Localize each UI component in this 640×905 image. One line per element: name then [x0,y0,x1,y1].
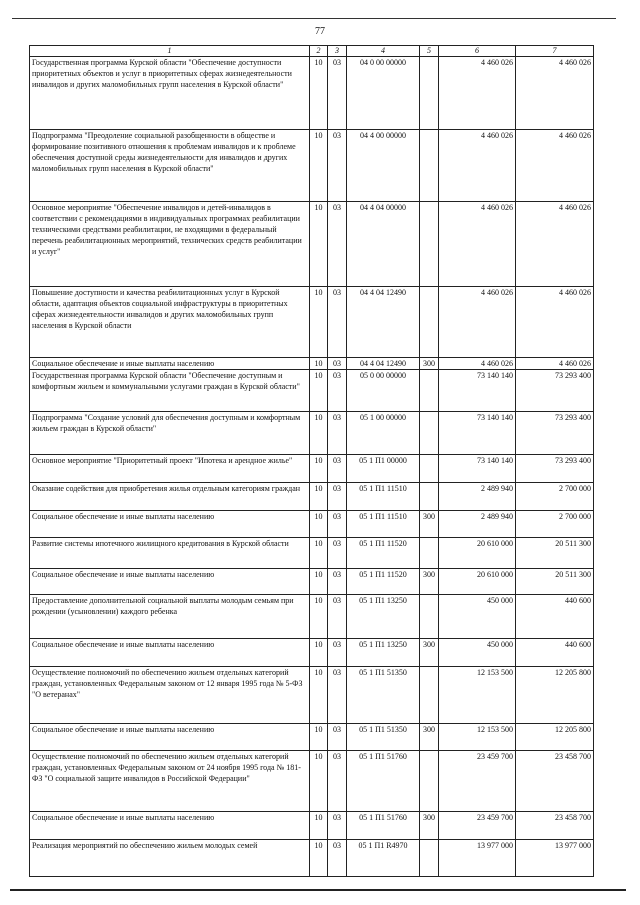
subsection-code: 03 [328,667,347,724]
amount-year-1: 73 140 140 [439,412,516,455]
row-name: Оказание содействия для приобретения жилья отдельным категориям граждан [30,483,310,511]
row-name: Социальное обеспечение и иные выплаты населению [30,358,310,370]
amount-year-1: 4 460 026 [439,358,516,370]
table-row [30,511,594,538]
subsection-code: 03 [328,358,347,370]
target-article-code: 05 1 П1 00000 [347,455,420,483]
subsection-code: 03 [328,130,347,202]
section-code: 10 [310,287,328,358]
amount-year-1: 23 459 700 [439,751,516,812]
amount-year-1: 13 977 000 [439,840,516,877]
table-row [30,639,594,667]
subsection-code: 03 [328,57,347,130]
amount-year-1: 12 153 500 [439,667,516,724]
target-article-code: 04 0 00 00000 [347,57,420,130]
row-name: Развитие системы ипотечного жилищного кредитования в Курской области [30,538,310,569]
table-row [30,57,594,130]
amount-year-2: 4 460 026 [516,287,594,358]
amount-year-1: 20 610 000 [439,538,516,569]
target-article-code: 05 1 П1 11510 [347,483,420,511]
subsection-code: 03 [328,639,347,667]
amount-year-1: 20 610 000 [439,569,516,595]
budget-table [29,45,594,877]
row-name: Социальное обеспечение и иные выплаты населению [30,639,310,667]
amount-year-2: 4 460 026 [516,130,594,202]
table-row [30,358,594,370]
expense-type-code [420,538,439,569]
expense-type-code [420,483,439,511]
section-code: 10 [310,57,328,130]
subsection-code: 03 [328,287,347,358]
subsection-code: 03 [328,569,347,595]
target-article-code: 05 1 00 00000 [347,412,420,455]
amount-year-1: 4 460 026 [439,57,516,130]
target-article-code: 05 1 П1 11510 [347,511,420,538]
table-row [30,538,594,569]
expense-type-code [420,840,439,877]
expense-type-code [420,412,439,455]
amount-year-2: 4 460 026 [516,57,594,130]
amount-year-2: 440 600 [516,639,594,667]
target-article-code: 05 0 00 00000 [347,370,420,412]
amount-year-2: 440 600 [516,595,594,639]
section-code: 10 [310,751,328,812]
row-name: Социальное обеспечение и иные выплаты населению [30,569,310,595]
amount-year-1: 450 000 [439,595,516,639]
subsection-code: 03 [328,483,347,511]
row-name: Осуществление полномочий по обеспечению жильем отдельных категорий граждан, установленных Федеральным законом от 12 января 1995 года № 5-ФЗ "О ветеранах" [30,667,310,724]
expense-type-code [420,370,439,412]
amount-year-2: 2 700 000 [516,511,594,538]
bottom-rule [10,889,626,891]
target-article-code: 04 4 04 00000 [347,202,420,287]
table-row [30,483,594,511]
amount-year-2: 13 977 000 [516,840,594,877]
table-row [30,130,594,202]
section-code: 10 [310,130,328,202]
section-code: 10 [310,202,328,287]
expense-type-code [420,751,439,812]
section-code: 10 [310,667,328,724]
expense-type-code: 300 [420,812,439,840]
amount-year-1: 4 460 026 [439,130,516,202]
target-article-code: 05 1 П1 11520 [347,538,420,569]
table-row [30,751,594,812]
table-row [30,569,594,595]
expense-type-code [420,667,439,724]
table-row [30,724,594,751]
row-name: Осуществление полномочий по обеспечению жильем отдельных категорий граждан, установленных Федеральным законом от 24 ноября 1995 года № 181-ФЗ "О социальной защите инвалидов в Российской Федерации" [30,751,310,812]
expense-type-code: 300 [420,358,439,370]
expense-type-code [420,287,439,358]
column-header: 1 [30,46,310,57]
target-article-code: 05 1 П1 13250 [347,595,420,639]
section-code: 10 [310,840,328,877]
amount-year-2: 20 511 300 [516,538,594,569]
table-row [30,287,594,358]
column-number-row [30,46,594,57]
target-article-code: 05 1 П1 R4970 [347,840,420,877]
amount-year-2: 20 511 300 [516,569,594,595]
target-article-code: 04 4 00 00000 [347,130,420,202]
section-code: 10 [310,639,328,667]
expense-type-code [420,202,439,287]
amount-year-2: 73 293 400 [516,370,594,412]
table-row [30,840,594,877]
target-article-code: 05 1 П1 51760 [347,751,420,812]
column-header: 6 [439,46,516,57]
expense-type-code [420,455,439,483]
row-name: Государственная программа Курской области "Обеспечение доступным и комфортным жильем и коммунальными услугами граждан в Курской области" [30,370,310,412]
table-row [30,370,594,412]
target-article-code: 05 1 П1 51760 [347,812,420,840]
subsection-code: 03 [328,751,347,812]
amount-year-1: 73 140 140 [439,455,516,483]
target-article-code: 04 4 04 12490 [347,358,420,370]
row-name: Предоставление дополнительной социальной выплаты молодым семьям при рождении (усыновлении) каждого ребенка [30,595,310,639]
section-code: 10 [310,370,328,412]
table-row [30,667,594,724]
section-code: 10 [310,412,328,455]
subsection-code: 03 [328,412,347,455]
amount-year-2: 23 458 700 [516,751,594,812]
expense-type-code [420,57,439,130]
target-article-code: 05 1 П1 13250 [347,639,420,667]
amount-year-1: 2 489 940 [439,511,516,538]
section-code: 10 [310,358,328,370]
amount-year-1: 73 140 140 [439,370,516,412]
column-header: 7 [516,46,594,57]
amount-year-2: 73 293 400 [516,455,594,483]
expense-type-code [420,595,439,639]
subsection-code: 03 [328,724,347,751]
subsection-code: 03 [328,812,347,840]
row-name: Социальное обеспечение и иные выплаты населению [30,511,310,538]
column-header: 3 [328,46,347,57]
row-name: Основное мероприятие "Приоритетный проект "Ипотека и арендное жилье" [30,455,310,483]
target-article-code: 05 1 П1 11520 [347,569,420,595]
section-code: 10 [310,812,328,840]
expense-type-code: 300 [420,639,439,667]
table-row [30,595,594,639]
amount-year-2: 73 293 400 [516,412,594,455]
section-code: 10 [310,511,328,538]
top-rule [12,18,616,19]
amount-year-2: 4 460 026 [516,202,594,287]
subsection-code: 03 [328,538,347,569]
amount-year-1: 450 000 [439,639,516,667]
subsection-code: 03 [328,455,347,483]
subsection-code: 03 [328,511,347,538]
page-number: 77 [315,26,325,37]
row-name: Повышение доступности и качества реабилитационных услуг в Курской области, адаптация объектов социальной инфраструктуры в приоритетных сферах жизнедеятельности инвалидов и других маломобильных групп населения в Курской области [30,287,310,358]
column-header: 2 [310,46,328,57]
amount-year-1: 23 459 700 [439,812,516,840]
expense-type-code: 300 [420,511,439,538]
row-name: Государственная программа Курской области "Обеспечение доступности приоритетных объектов и услуг в приоритетных сферах жизнедеятельности инвалидов и других маломобильных групп населения в Курской области" [30,57,310,130]
amount-year-2: 2 700 000 [516,483,594,511]
amount-year-1: 12 153 500 [439,724,516,751]
table-row [30,455,594,483]
amount-year-2: 12 205 800 [516,667,594,724]
amount-year-2: 4 460 026 [516,358,594,370]
subsection-code: 03 [328,595,347,639]
amount-year-1: 4 460 026 [439,287,516,358]
subsection-code: 03 [328,370,347,412]
row-name: Реализация мероприятий по обеспечению жильем молодых семей [30,840,310,877]
table-row [30,202,594,287]
expense-type-code: 300 [420,569,439,595]
row-name: Подпрограмма "Преодоление социальной разобщенности в обществе и формирование позитивного отношения к проблемам инвалидов и к проблеме обеспечения доступной среды жизнедеятельности для инвалидов и других маломобильных групп населения в Курской области" [30,130,310,202]
subsection-code: 03 [328,202,347,287]
row-name: Социальное обеспечение и иные выплаты населению [30,724,310,751]
amount-year-2: 23 458 700 [516,812,594,840]
section-code: 10 [310,538,328,569]
expense-type-code [420,130,439,202]
expense-type-code: 300 [420,724,439,751]
subsection-code: 03 [328,840,347,877]
amount-year-2: 12 205 800 [516,724,594,751]
row-name: Основное мероприятие "Обеспечение инвалидов и детей-инвалидов в соответствии с рекомендациями в индивидуальных программах реабилитации техническими средствами реабилитации, не входящими в федеральный перечень реабилитационных мероприятий, технических средств реабилитации и услуг" [30,202,310,287]
column-header: 4 [347,46,420,57]
amount-year-1: 2 489 940 [439,483,516,511]
section-code: 10 [310,569,328,595]
section-code: 10 [310,724,328,751]
table-row [30,412,594,455]
target-article-code: 05 1 П1 51350 [347,667,420,724]
row-name: Подпрограмма "Создание условий для обеспечения доступным и комфортным жильем граждан в Курской области" [30,412,310,455]
section-code: 10 [310,595,328,639]
section-code: 10 [310,455,328,483]
row-name: Социальное обеспечение и иные выплаты населению [30,812,310,840]
column-header: 5 [420,46,439,57]
amount-year-1: 4 460 026 [439,202,516,287]
target-article-code: 05 1 П1 51350 [347,724,420,751]
section-code: 10 [310,483,328,511]
table-row [30,812,594,840]
target-article-code: 04 4 04 12490 [347,287,420,358]
